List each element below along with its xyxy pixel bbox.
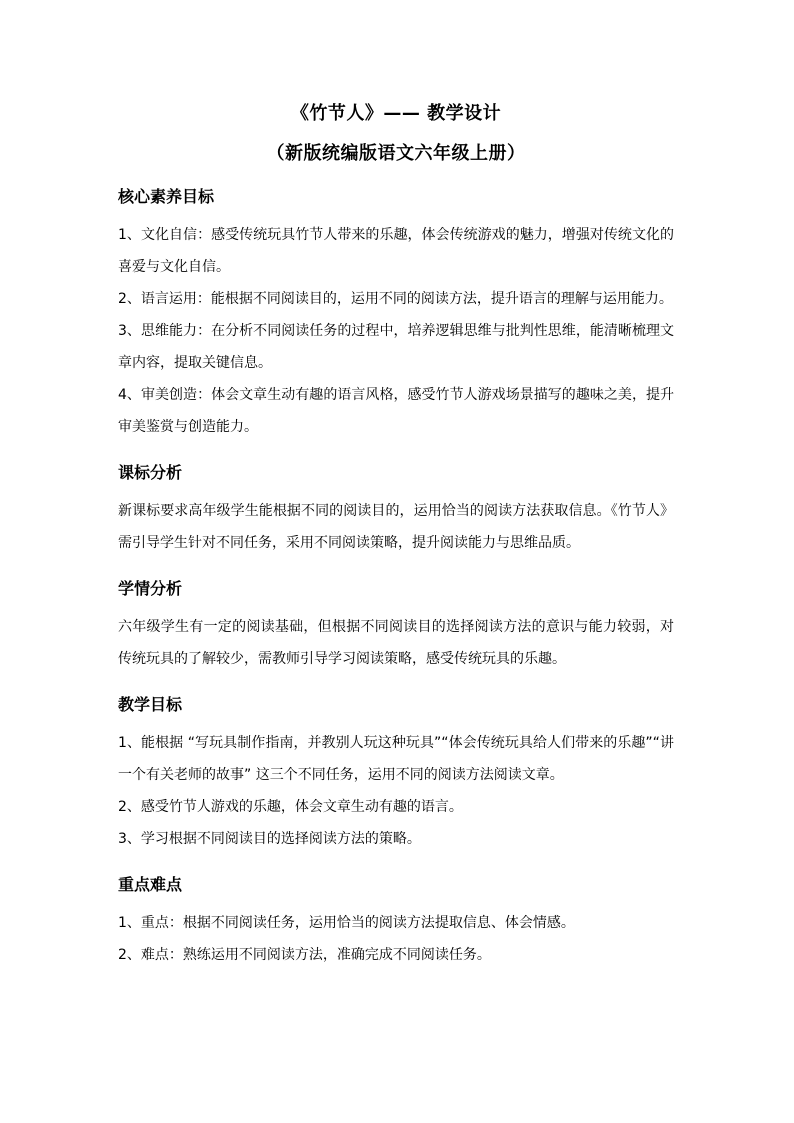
section-heading: 学情分析	[118, 579, 183, 598]
section-heading: 重点难点	[118, 875, 183, 894]
section-key-and-difficult-points	[118, 873, 674, 971]
section-heading: 课标分析	[118, 463, 183, 482]
paragraph: 2、感受竹节人游戏的乐趣，体会文章生动有趣的语言。	[118, 799, 463, 815]
section-heading: 核心素养目标	[118, 187, 215, 206]
section-student-analysis	[118, 577, 674, 675]
paragraph: 1、重点：根据不同阅读任务，运用恰当的阅读方法提取信息、体会情感。	[118, 915, 575, 931]
paragraph: 1、文化自信：感受传统玩具竹节人带来的乐趣，体会传统游戏的魅力，增强对传统文化的喜爱与文化自信。	[118, 227, 674, 275]
paragraph: 2、语言运用：能根据不同阅读目的，运用不同的阅读方法，提升语言的理解与运用能力。	[118, 291, 673, 307]
paragraph: 六年级学生有一定的阅读基础，但根据不同阅读目的选择阅读方法的意识与能力较弱，对传统玩具的了解较少，需教师引导学习阅读策略，感受传统玩具的乐趣。	[118, 619, 674, 667]
document-title-line-2: （新版统编版语文六年级上册）	[266, 143, 526, 164]
section-core-literacy-goals	[118, 185, 674, 443]
document-title-line-1: 《竹节人》—— 教学设计	[290, 103, 502, 124]
section-teaching-objectives	[118, 693, 674, 855]
section-heading: 教学目标	[118, 695, 183, 714]
section-curriculum-standard-analysis	[118, 461, 674, 559]
paragraph: 2、难点：熟练运用不同阅读方法，准确完成不同阅读任务。	[118, 947, 491, 963]
paragraph: 3、思维能力：在分析不同阅读任务的过程中，培养逻辑思维与批判性思维，能清晰梳理文章内容，提取关键信息。	[118, 323, 674, 371]
paragraph: 新课标要求高年级学生能根据不同的阅读目的，运用恰当的阅读方法获取信息。《竹节人》需引导学生针对不同任务，采用不同阅读策略，提升阅读能力与思维品质。	[118, 503, 674, 551]
paragraph: 3、学习根据不同阅读目的选择阅读方法的策略。	[118, 831, 421, 847]
paragraph: 1、能根据 “写玩具制作指南，并教别人玩这种玩具”“体会传统玩具给人们带来的乐趣”“讲一个有关老师的故事” 这三个不同任务，运用不同的阅读方法阅读文章。	[118, 735, 674, 783]
paragraph: 4、审美创造：体会文章生动有趣的语言风格，感受竹节人游戏场景描写的趣味之美，提升审美鉴赏与创造能力。	[118, 387, 674, 435]
